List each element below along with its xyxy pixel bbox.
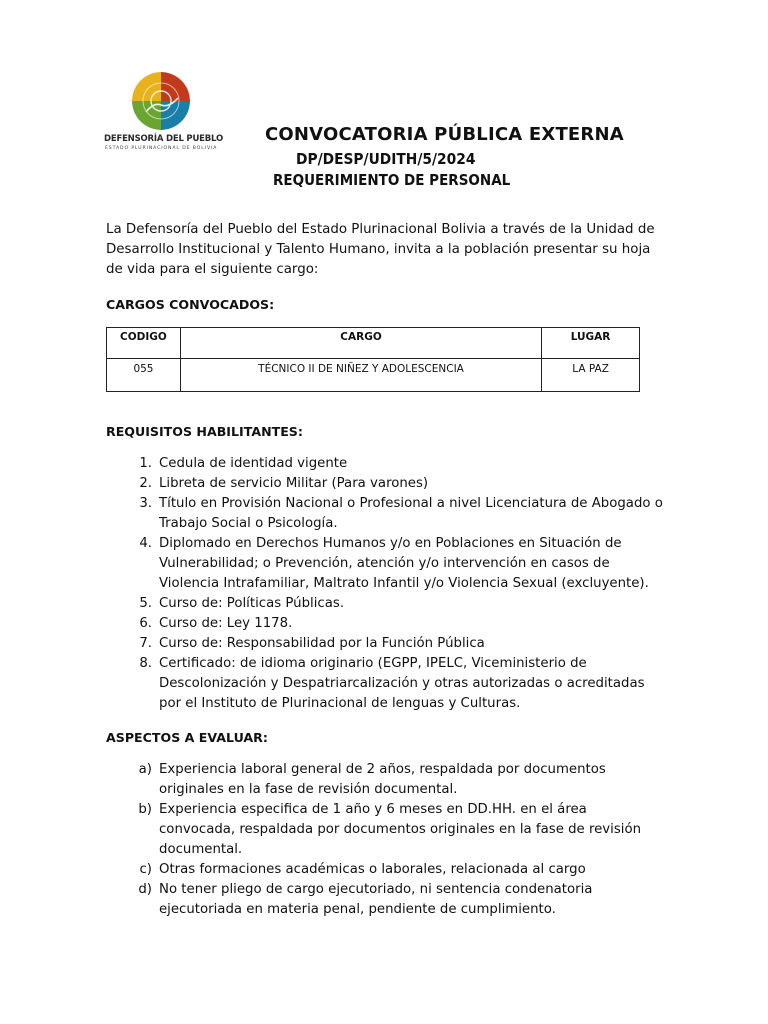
list-marker: b) xyxy=(138,802,152,817)
column-header-lugar: LUGAR xyxy=(542,328,640,359)
intro-paragraph: La Defensoría del Pueblo del Estado Plurinacional Bolivia a través de la Unidad de Desarrollo Institucional y Talento Humano, invita a la población presentar su hoja de vida para el siguiente cargo: xyxy=(106,222,655,277)
document-subtitle: REQUERIMIENTO DE PERSONAL xyxy=(273,171,511,189)
list-item xyxy=(126,634,666,654)
cargos-table xyxy=(106,327,640,392)
requisitos-heading: REQUISITOS HABILITANTES: xyxy=(106,424,303,439)
logo xyxy=(104,72,222,162)
list-item-text: Otras formaciones académicas o laborales, relacionada al cargo xyxy=(159,862,586,877)
list-item-text: Título en Provisión Nacional o Profesional a nivel Licenciatura de Abogado o Trabajo Social o Psicología. xyxy=(159,496,663,531)
list-item-text: Experiencia especifica de 1 año y 6 meses en DD.HH. en el área convocada, respaldada por documentos originales en la fase de revisión documental. xyxy=(159,802,642,857)
list-marker: 1. xyxy=(139,456,152,471)
list-item xyxy=(126,800,666,860)
list-item-text: Curso de: Ley 1178. xyxy=(159,616,293,631)
requisitos-list xyxy=(126,454,666,714)
list-item xyxy=(126,534,666,594)
list-item xyxy=(126,760,666,800)
cell-lugar: LA PAZ xyxy=(542,359,640,392)
list-item xyxy=(126,860,666,880)
list-marker: 6. xyxy=(139,616,152,631)
cell-cargo: TÉCNICO II DE NIÑEZ Y ADOLESCENCIA xyxy=(180,359,541,392)
cargos-heading: CARGOS CONVOCADOS: xyxy=(106,297,275,312)
column-header-cargo: CARGO xyxy=(180,328,541,359)
table-row xyxy=(107,359,640,392)
list-marker: 7. xyxy=(139,636,152,651)
logo-subtitle: ESTADO PLURINACIONAL DE BOLIVIA xyxy=(105,146,218,151)
list-item xyxy=(126,614,666,634)
list-item xyxy=(126,880,666,920)
list-marker: a) xyxy=(138,762,152,777)
table-header-row xyxy=(107,328,640,359)
list-item-text: Cedula de identidad vigente xyxy=(159,456,348,471)
list-marker: 4. xyxy=(139,536,152,551)
list-item-text: Curso de: Responsabilidad por la Función Pública xyxy=(159,636,485,651)
list-marker: c) xyxy=(139,862,152,877)
logo-emblem-icon xyxy=(132,72,190,130)
column-header-codigo: CODIGO xyxy=(107,328,181,359)
list-item xyxy=(126,654,666,714)
list-marker: 8. xyxy=(139,656,152,671)
aspectos-heading: ASPECTOS A EVALUAR: xyxy=(106,730,268,745)
cell-codigo: 055 xyxy=(107,359,181,392)
document-title: CONVOCATORIA PÚBLICA EXTERNA xyxy=(265,124,624,145)
list-marker: 2. xyxy=(139,476,152,491)
list-item-text: Curso de: Políticas Públicas. xyxy=(159,596,345,611)
list-marker: 3. xyxy=(139,496,152,511)
list-item xyxy=(126,454,666,474)
list-item-text: Experiencia laboral general de 2 años, respaldada por documentos originales en la fase de revisión documental. xyxy=(159,762,606,797)
list-item-text: Diplomado en Derechos Humanos y/o en Poblaciones en Situación de Vulnerabilidad; o Prevención, atención y/o intervención en casos de Violencia Intrafamiliar, Maltrato Infantil y/o Violencia Sexual (excluyente). xyxy=(159,536,649,591)
list-item-text: Libreta de servicio Militar (Para varones) xyxy=(159,476,429,491)
list-item xyxy=(126,494,666,534)
list-item xyxy=(126,594,666,614)
list-item xyxy=(126,474,666,494)
aspectos-list xyxy=(126,760,666,920)
list-marker: 5. xyxy=(139,596,152,611)
list-marker: d) xyxy=(138,882,152,897)
logo-name: DEFENSORÍA DEL PUEBLO xyxy=(104,134,223,144)
document-code: DP/DESP/UDITH/5/2024 xyxy=(296,150,476,168)
list-item-text: Certificado: de idioma originario (EGPP, IPELC, Viceministerio de Descolonización y Despatriarcalización y otras autorizadas o acreditadas por el Instituto de Plurinacional de lenguas y Culturas. xyxy=(159,656,645,711)
list-item-text: No tener pliego de cargo ejecutoriado, ni sentencia condenatoria ejecutoriada en materia penal, pendiente de cumplimiento. xyxy=(159,882,593,917)
